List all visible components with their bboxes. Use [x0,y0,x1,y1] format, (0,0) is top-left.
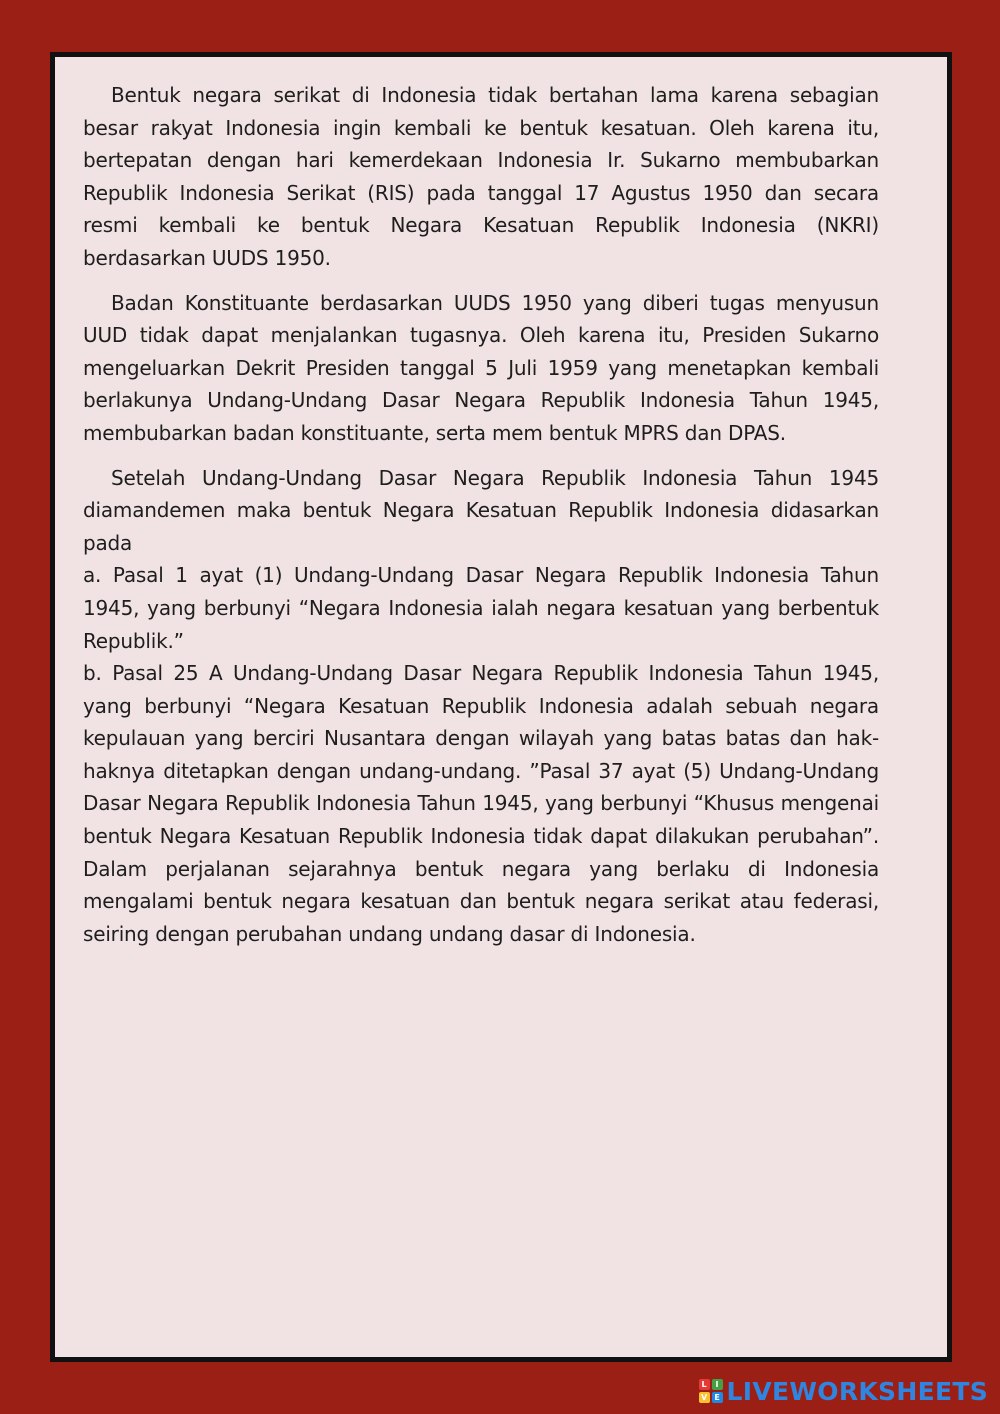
grid-letter-i: I [712,1379,723,1390]
point-b-pasal-25a: b. Pasal 25 A Undang-Undang Dasar Negara Republik Indonesia Tahun 1945, yang berbunyi “Negara Kesatuan Republik Indonesia adalah sebuah negara kepulauan yang berciri Nusantara dengan wilayah yang batas batas dan hak-haknya ditetapkan dengan undang-undang. ”Pasal 37 ayat (5) Undang-Undang Dasar Negara Republik Indonesia Tahun 1945, yang berbunyi “Khusus mengenai bentuk Negara Kesatuan Republik Indonesia tidak dapat dilakukan perubahan”. Dalam perjalanan sejarahnya bentuk negara yang berlaku di Indonesia mengalami bentuk negara kesatuan dan bentuk negara serikat atau federasi, seiring dengan perubahan undang undang dasar di Indonesia. [83,661,879,946]
liveworksheets-wordmark: LIVEWORKSHEETS [726,1376,988,1406]
worksheet-page [50,52,952,1362]
liveworksheets-logo [699,1376,988,1406]
grid-letter-l: L [699,1379,710,1390]
point-a-pasal-1: a. Pasal 1 ayat (1) Undang-Undang Dasar Negara Republik Indonesia Tahun 1945, yang berbunyi “Negara Indonesia ialah negara kesatuan yang berbentuk Republik.” [83,563,879,653]
worksheet-text [83,79,879,950]
grid-letter-v: V [699,1392,710,1403]
grid-letter-e: E [712,1392,723,1403]
liveworksheets-grid-icon [699,1379,723,1403]
paragraph-ri-serikat: Bentuk negara serikat di Indonesia tidak bertahan lama karena sebagian besar rakyat Indonesia ingin kembali ke bentuk kesatuan. Oleh karena itu, bertepatan dengan hari kemerdekaan Indonesia Ir. Sukarno membubarkan Republik Indonesia Serikat (RIS) pada tanggal 17 Agustus 1950 dan secara resmi kembali ke bentuk Negara Kesatuan Republik Indonesia (NKRI) berdasarkan UUDS 1950. [83,83,879,270]
paragraph-amandemen: Setelah Undang-Undang Dasar Negara Republik Indonesia Tahun 1945 diamandemen maka bentuk Negara Kesatuan Republik Indonesia didasarkan pada [83,465,879,555]
paragraph-dekrit-presiden: Badan Konstituante berdasarkan UUDS 1950 yang diberi tugas menyusun UUD tidak dapat menjalankan tugasnya. Oleh karena itu, Presiden Sukarno mengeluarkan Dekrit Presiden tanggal 5 Juli 1959 yang menetapkan kembali berlakunya Undang-Undang Dasar Negara Republik Indonesia Tahun 1945, membubarkan badan konstituante, serta mem bentuk MPRS dan DPAS. [83,290,879,445]
